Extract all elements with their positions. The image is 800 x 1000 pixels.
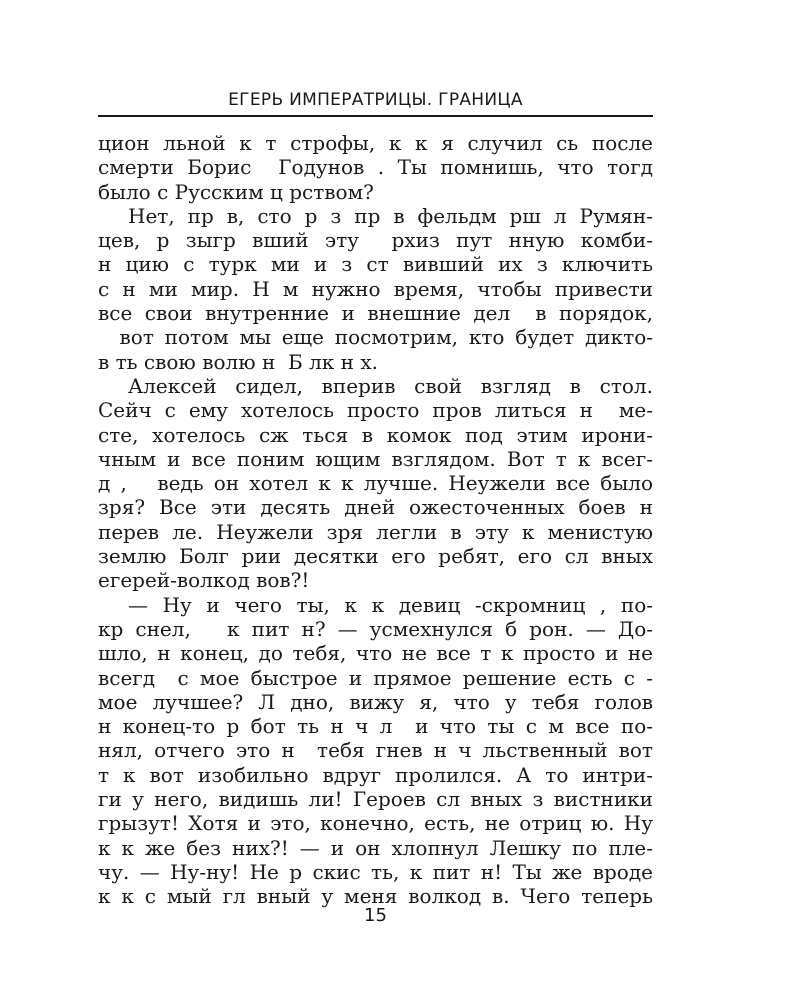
text-line: д , ведь он хотел к к лучше. Неужели все было bbox=[98, 471, 653, 496]
paragraph-first-line: Нет, пр в, сто р з пр в фельдм рш л Румян- bbox=[128, 203, 653, 228]
header-rule bbox=[98, 115, 653, 117]
text-line: было с Русским ц рством? bbox=[98, 179, 374, 204]
paragraph-first-line: — Ну и чего ты, к к девиц -скромниц , по- bbox=[128, 592, 653, 617]
text-line: всегд с мое быстрое и прямое решение есть с - bbox=[98, 665, 653, 690]
text-line: смерти Борис Годунов . Ты помнишь, что тогд bbox=[98, 155, 653, 180]
text-line: с н ми мир. Н м нужно время, чтобы привести bbox=[98, 276, 653, 301]
text-line: перев ле. Неужели зря легли в эту к менистую bbox=[98, 519, 653, 544]
text-line: цев, р зыгр вший эту рхиз пут нную комби- bbox=[98, 228, 653, 253]
text-line: мое лучшее? Л дно, вижу я, что у тебя голов bbox=[98, 689, 653, 714]
text-line: сте, хотелось сж ться в комок под этим ирони- bbox=[98, 422, 653, 447]
text-line: ги у него, видишь ли! Героев сл вных з вистники bbox=[98, 787, 653, 812]
text-line: чу. — Ну-ну! Не р скис ть, к пит н! Ты же вроде bbox=[98, 859, 653, 884]
text-line: грызут! Хотя и это, конечно, есть, не отриц ю. Ну bbox=[98, 811, 653, 836]
text-line: к к же без них?! — и он хлопнул Лешку по пле- bbox=[98, 835, 653, 860]
page-number: 15 bbox=[364, 905, 387, 926]
text-line: Сейч с ему хотелось просто пров литься н ме- bbox=[98, 398, 653, 423]
text-line: к к с мый гл вный у меня волкод в. Чего теперь bbox=[98, 884, 653, 909]
text-line: чным и все поним ющим взглядом. Вот т к всег- bbox=[98, 446, 653, 471]
text-line: егерей-волкод вов?! bbox=[98, 568, 310, 593]
text-line: землю Болг рии десятки его ребят, его сл вных bbox=[98, 544, 653, 569]
text-line: все свои внутренние и внешние дел в порядок, bbox=[98, 301, 653, 326]
body-text bbox=[98, 131, 653, 909]
text-line: зря? Все эти десять дней ожесточенных боев н bbox=[98, 495, 653, 520]
running-head-title: ЕГЕРЬ ИМПЕРАТРИЦЫ. ГРАНИЦА bbox=[228, 90, 523, 110]
text-line: т к вот изобильно вдруг пролился. А то интри- bbox=[98, 762, 653, 787]
text-line: вот потом мы еще посмотрим, кто будет дикто- bbox=[98, 325, 653, 350]
text-line: н цию с турк ми и з ст вивший их з ключить bbox=[98, 252, 653, 277]
text-line: н конец-то р бот ть н ч л и что ты с м все по- bbox=[98, 714, 653, 739]
text-line: цион льной к т строфы, к к я случил сь после bbox=[98, 131, 653, 155]
text-line: шло, н конец, до тебя, что не все т к просто и не bbox=[98, 641, 653, 666]
text-line: в ть свою волю н Б лк н х. bbox=[98, 349, 378, 374]
text-line: нял, отчего это н тебя гнев н ч льственный вот bbox=[98, 738, 653, 763]
text-line: кр снел, к пит н? — усмехнулся б рон. — До- bbox=[98, 616, 653, 641]
paragraph-first-line: Алексей сидел, вперив свой взгляд в стол. bbox=[128, 373, 653, 398]
